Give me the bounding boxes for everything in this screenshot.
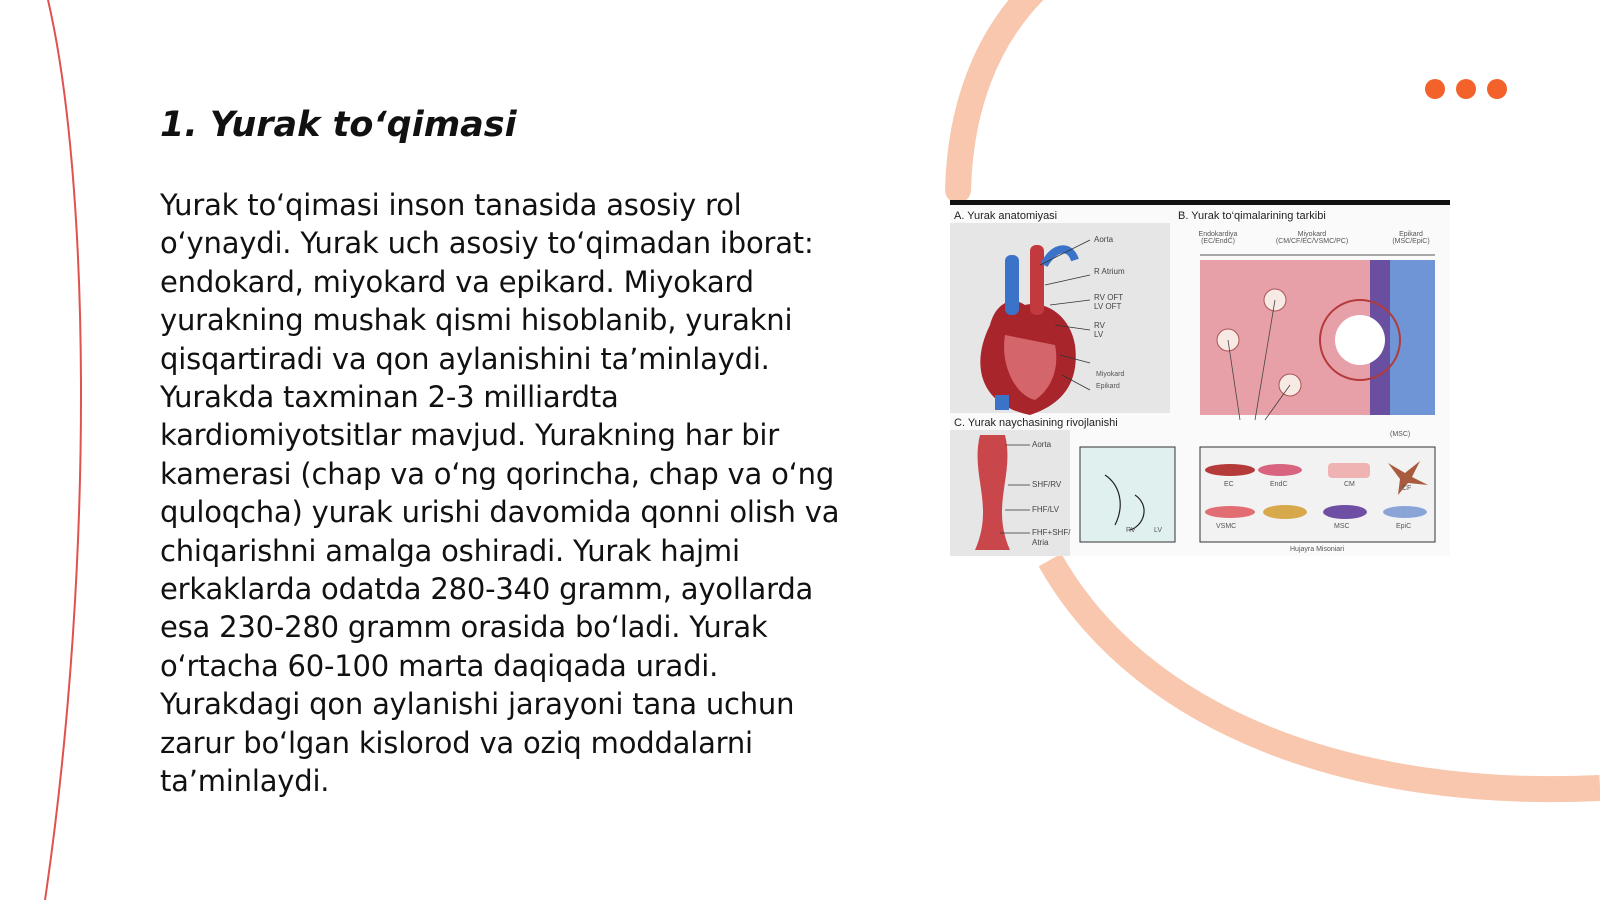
a-label-aorta: Aorta xyxy=(1094,235,1114,244)
c-label-fhf-lv: FHF/LV xyxy=(1032,505,1059,514)
cell-msc: MSC xyxy=(1334,523,1350,530)
cell-cm: CM xyxy=(1344,481,1355,488)
peach-arc-lower xyxy=(1050,560,1600,789)
cell-vsmc: VSMC xyxy=(1216,523,1237,530)
b-header-miyokard: Miyokard (CM/CF/EC/VSMC/PC) xyxy=(1275,231,1349,245)
a-label-miyokard: Miyokard xyxy=(1096,371,1125,378)
c-inset-rv: RV xyxy=(1126,527,1136,534)
c-label-shf-rv: SHF/RV xyxy=(1032,480,1062,489)
cell-epic: EpiC xyxy=(1396,523,1412,530)
panel-a-title: A. Yurak anatomiyasi xyxy=(954,210,1058,222)
figure-caption: Hujayra Misoniari xyxy=(1290,546,1345,553)
c-label-fhf-shf: FHF+SHF/ xyxy=(1032,528,1071,537)
b-header-epikard: Epikard (MSC/EpiC) xyxy=(1392,231,1430,245)
panel-b-title: B. Yurak to‘qimalarining tarkibi xyxy=(1178,210,1326,222)
slide-paragraph: Yurak to‘qimasi inson tanasida asosiy rol o‘ynaydi. Yurak uch asosiy to‘qimadan iborat: endokard, miyokard va epikard. Miyokard yurakning mushak qismi hisoblanib, yurakni qisqartiradi va qon aylanishini ta’minlaydi. Yurakda taxminan 2-3 milliardta kardiomiyotsitlar mavjud. Yurakning har bir kamerasi (chap va o‘ng qorincha, chap va o‘ng quloqcha) yurak urishi davomida qonni olish va chiqarishni amalga oshiradi. Yurak hajmi erkaklarda odatda 280-340 gramm, ayollarda esa 230-280 gramm orasida bo‘ladi. Yurak o‘rtacha 60-100 marta daqiqada uradi. Yurakdagi qon aylanishi jarayoni tana uchun zarur bo‘lgan kislorod va oziq moddalarni ta’minlaydi. xyxy=(160,188,840,799)
dot-icon xyxy=(1425,79,1445,99)
c-label-aorta: Aorta xyxy=(1032,440,1052,449)
c-label-atria: Atria xyxy=(1032,538,1049,547)
menu-dots xyxy=(1425,79,1507,99)
a-label-epikard: Epikard xyxy=(1096,383,1120,390)
panel-c-title: C. Yurak naychasining rivojlanishi xyxy=(954,417,1118,429)
b-bottom-msc: (MSC) xyxy=(1390,431,1411,438)
cell-ec: EC xyxy=(1224,481,1234,488)
b-header-endokard: Endokardiya (EC/EndC) xyxy=(1198,231,1238,245)
a-label-rv-oft: RV OFT xyxy=(1094,293,1124,302)
a-label-lv: LV xyxy=(1094,330,1104,339)
heart-tissue-figure xyxy=(950,200,1450,556)
dot-icon xyxy=(1456,79,1476,99)
left-red-curve xyxy=(45,0,81,900)
figure-illustration xyxy=(950,205,1450,556)
dot-icon xyxy=(1487,79,1507,99)
a-label-lv-oft: LV OFT xyxy=(1094,302,1122,311)
slide-title: 1. Yurak to‘qimasi xyxy=(160,105,517,145)
peach-arc-upper xyxy=(958,0,1035,190)
a-label-rv: RV xyxy=(1094,321,1105,330)
cell-endc: EndC xyxy=(1270,481,1288,488)
a-label-r-atrium: R Atrium xyxy=(1094,267,1125,276)
c-inset-lv: LV xyxy=(1154,527,1163,534)
cell-cf: CF xyxy=(1402,485,1412,492)
